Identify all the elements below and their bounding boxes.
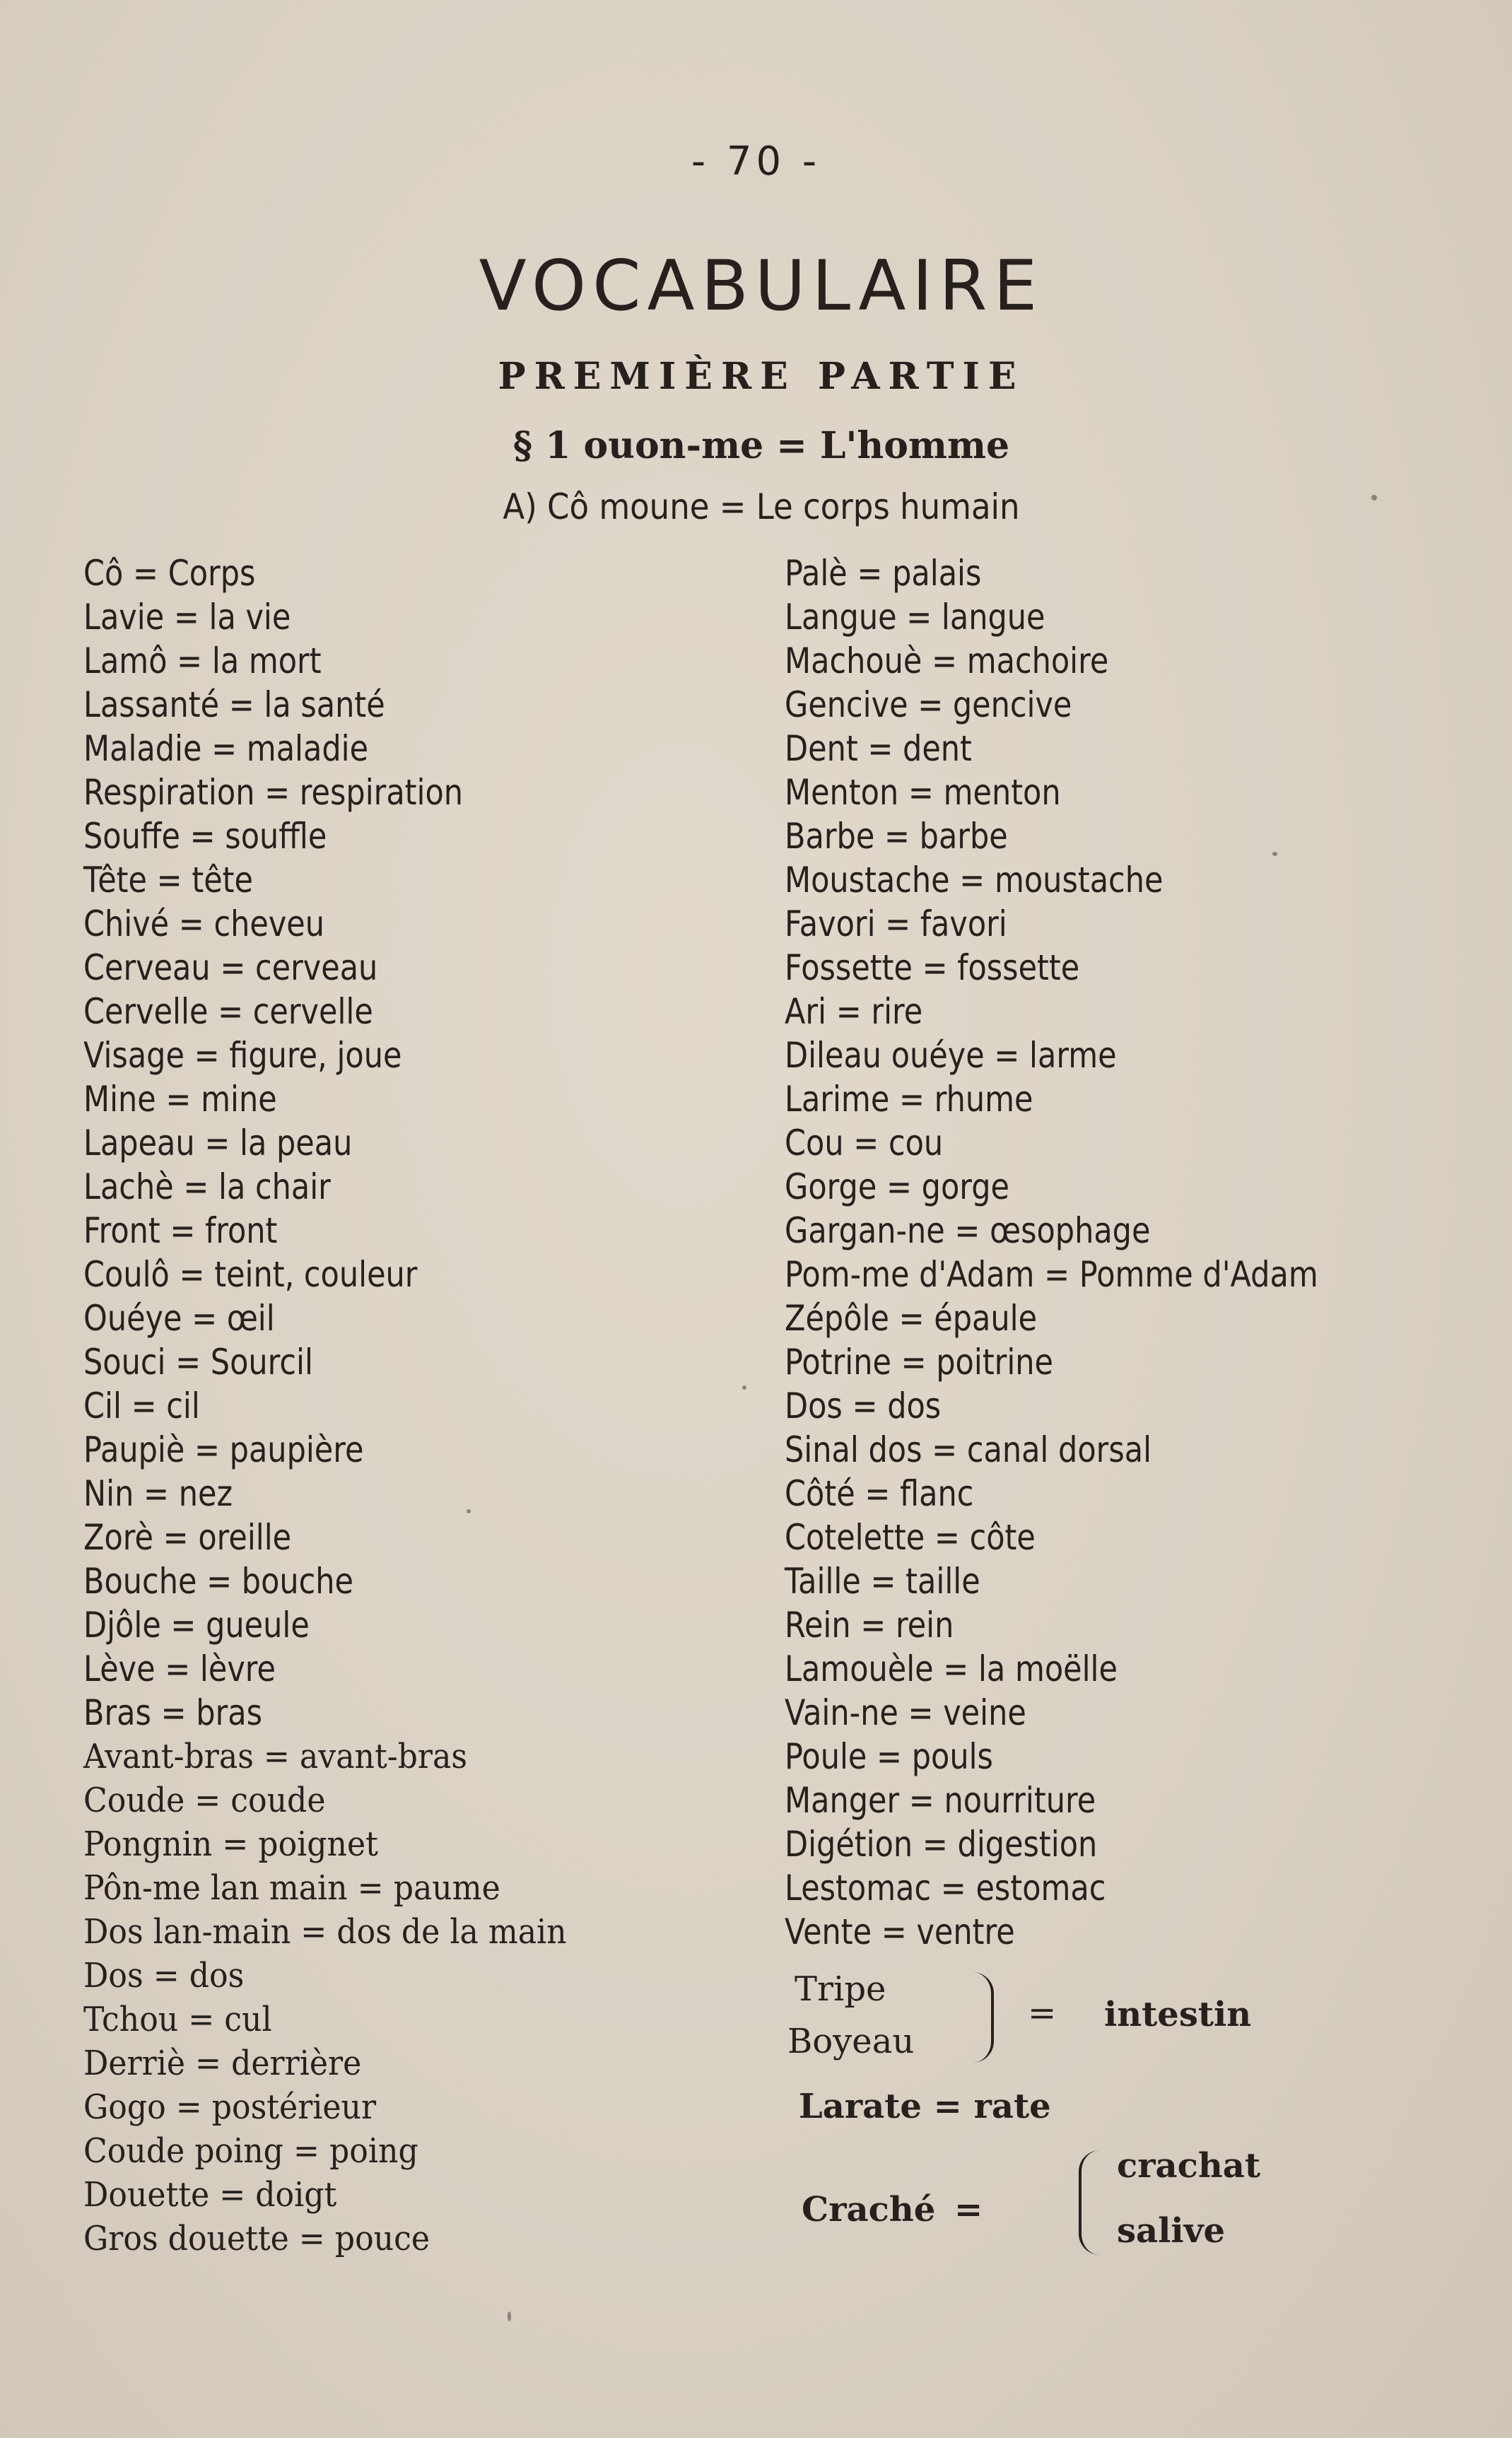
vocabulary-entry: Coulô = teint, couleur [83, 1254, 418, 1295]
vocabulary-entry: Front = front [83, 1210, 278, 1251]
vocabulary-entry: Barbe = barbe [785, 816, 1008, 857]
vocabulary-entry: Mine = mine [83, 1079, 277, 1120]
left-brace [1079, 2150, 1100, 2255]
group-meaning-intestin: intestin [1104, 1995, 1252, 2034]
vocabulary-entry: Cou = cou [785, 1123, 944, 1164]
vocabulary-entry: Gargan-ne = œsophage [785, 1210, 1151, 1251]
vocabulary-entry: Souci = Sourcil [83, 1342, 313, 1383]
vocabulary-entry: Rein = rein [785, 1605, 954, 1646]
vocabulary-entry: Ari = rire [785, 991, 923, 1032]
vocabulary-entry: Manger = nourriture [785, 1780, 1096, 1821]
vocabulary-entry: Palè = palais [785, 553, 982, 594]
vocabulary-entry: Djôle = gueule [83, 1605, 310, 1646]
vocabulary-entry: Chivé = cheveu [83, 903, 325, 944]
vocabulary-entry: Pongnin = poignet [83, 1824, 378, 1864]
vocabulary-entry: Lève = lèvre [83, 1648, 276, 1689]
vocabulary-entry: Fossette = fossette [785, 947, 1080, 988]
vocabulary-entry: Cotelette = côte [785, 1517, 1036, 1558]
vocabulary-entry: Vain-ne = veine [785, 1692, 1026, 1733]
group-equals-crache: = [954, 2190, 983, 2229]
vocabulary-entry: Favori = favori [785, 903, 1007, 944]
vocabulary-entry: Lamô = la mort [83, 640, 322, 681]
left-vocabulary-column [83, 551, 609, 2261]
vocabulary-entry: Dent = dent [785, 728, 972, 769]
part-heading: PREMIÈRE PARTIE [498, 355, 1025, 398]
vocabulary-entry: Tête = tête [83, 860, 253, 901]
paper-speck [467, 1509, 471, 1513]
vocabulary-entry: Dos lan-main = dos de la main [83, 1912, 567, 1952]
vocabulary-entry: Bouche = bouche [83, 1561, 353, 1602]
vocabulary-entry: Dileau ouéye = larme [785, 1035, 1117, 1076]
vocabulary-entry: Lassanté = la santé [83, 684, 385, 725]
vocabulary-entry: Cerveau = cerveau [83, 947, 378, 988]
paper-speck [1371, 495, 1377, 500]
vocabulary-entry: Menton = menton [785, 772, 1061, 813]
vocabulary-entry: Vente = ventre [785, 1911, 1015, 1952]
vocabulary-entry: Côté = flanc [785, 1473, 974, 1514]
vocabulary-entry: Pom-me d'Adam = Pomme d'Adam [785, 1254, 1318, 1295]
vocabulary-entry: Zorè = oreille [83, 1517, 292, 1558]
vocabulary-entry: Tchou = cul [83, 2000, 272, 2039]
paper-speck [1272, 852, 1277, 856]
vocabulary-entry: Souffe = souffle [83, 816, 327, 857]
vocabulary-entry: Lachè = la chair [83, 1166, 331, 1207]
vocabulary-entry: Langue = langue [785, 597, 1045, 638]
vocabulary-entry: Bras = bras [83, 1692, 263, 1733]
vocabulary-entry: Cil = cil [83, 1385, 200, 1426]
vocabulary-entry: Nin = nez [83, 1473, 233, 1514]
vocabulary-entry: Potrine = poitrine [785, 1342, 1054, 1383]
vocabulary-entry: Machouè = machoire [785, 640, 1109, 681]
page-number: - 70 - [691, 139, 821, 184]
larate-entry: Larate = rate [799, 2087, 1051, 2126]
vocabulary-entry: Paupiè = paupière [83, 1429, 364, 1470]
vocabulary-entry: Gorge = gorge [785, 1166, 1009, 1207]
vocabulary-entry: Visage = figure, joue [83, 1035, 402, 1076]
vocabulary-entry: Lavie = la vie [83, 597, 291, 638]
vocabulary-entry: Maladie = maladie [83, 728, 369, 769]
vocabulary-entry: Dos = dos [785, 1385, 942, 1426]
vocabulary-entry: Taille = taille [785, 1561, 980, 1602]
vocabulary-entry: Sinal dos = canal dorsal [785, 1429, 1152, 1470]
vocabulary-entry: Derriè = derrière [83, 2044, 362, 2083]
right-brace [973, 1972, 994, 2063]
vocabulary-entry: Zépôle = épaule [785, 1298, 1038, 1339]
right-vocabulary-column [785, 551, 1405, 1954]
vocabulary-entry: Dos = dos [83, 1956, 245, 1995]
vocabulary-entry: Digétion = digestion [785, 1824, 1098, 1865]
vocabulary-entry: Larime = rhume [785, 1079, 1033, 1120]
vocabulary-entry: Coude poing = poing [83, 2131, 418, 2171]
vocabulary-entry: Respiration = respiration [83, 772, 464, 813]
group-term-boyeau: Boyeau [787, 2022, 915, 2061]
group-meaning-crachat: crachat [1117, 2146, 1261, 2186]
vocabulary-entry: Gogo = postérieur [83, 2087, 377, 2127]
vocabulary-entry: Lamouèle = la moëlle [785, 1648, 1118, 1689]
section-heading: § 1 ouon-me = L'homme [512, 424, 1010, 467]
vocabulary-entry: Avant-bras = avant-bras [83, 1737, 468, 1776]
vocabulary-entry: Cervelle = cervelle [83, 991, 373, 1032]
vocabulary-entry: Ouéye = œil [83, 1298, 275, 1339]
vocabulary-entry: Moustache = moustache [785, 860, 1164, 901]
group-term-tripe: Tripe [795, 1969, 886, 2009]
group-equals: = [1028, 1993, 1057, 2033]
vocabulary-entry: Gros douette = pouce [83, 2219, 430, 2258]
vocabulary-entry: Gencive = gencive [785, 684, 1072, 725]
subsection-heading: A) Cô moune = Le corps humain [503, 486, 1020, 527]
vocabulary-entry: Lestomac = estomac [785, 1868, 1106, 1909]
vocabulary-entry: Pôn-me lan main = paume [83, 1868, 500, 1908]
vocabulary-entry: Douette = doigt [83, 2175, 337, 2215]
vocabulary-entry: Coude = coude [83, 1781, 326, 1820]
vocabulary-entry: Cô = Corps [83, 553, 256, 594]
vocabulary-entry: Poule = pouls [785, 1736, 993, 1777]
group-meaning-salive: salive [1117, 2211, 1226, 2251]
vocabulary-entry: Lapeau = la peau [83, 1123, 353, 1164]
group-term-crache: Craché [802, 2190, 936, 2229]
paper-speck [742, 1385, 746, 1390]
page-title: VOCABULAIRE [479, 246, 1044, 327]
paper-speck [508, 2311, 511, 2321]
